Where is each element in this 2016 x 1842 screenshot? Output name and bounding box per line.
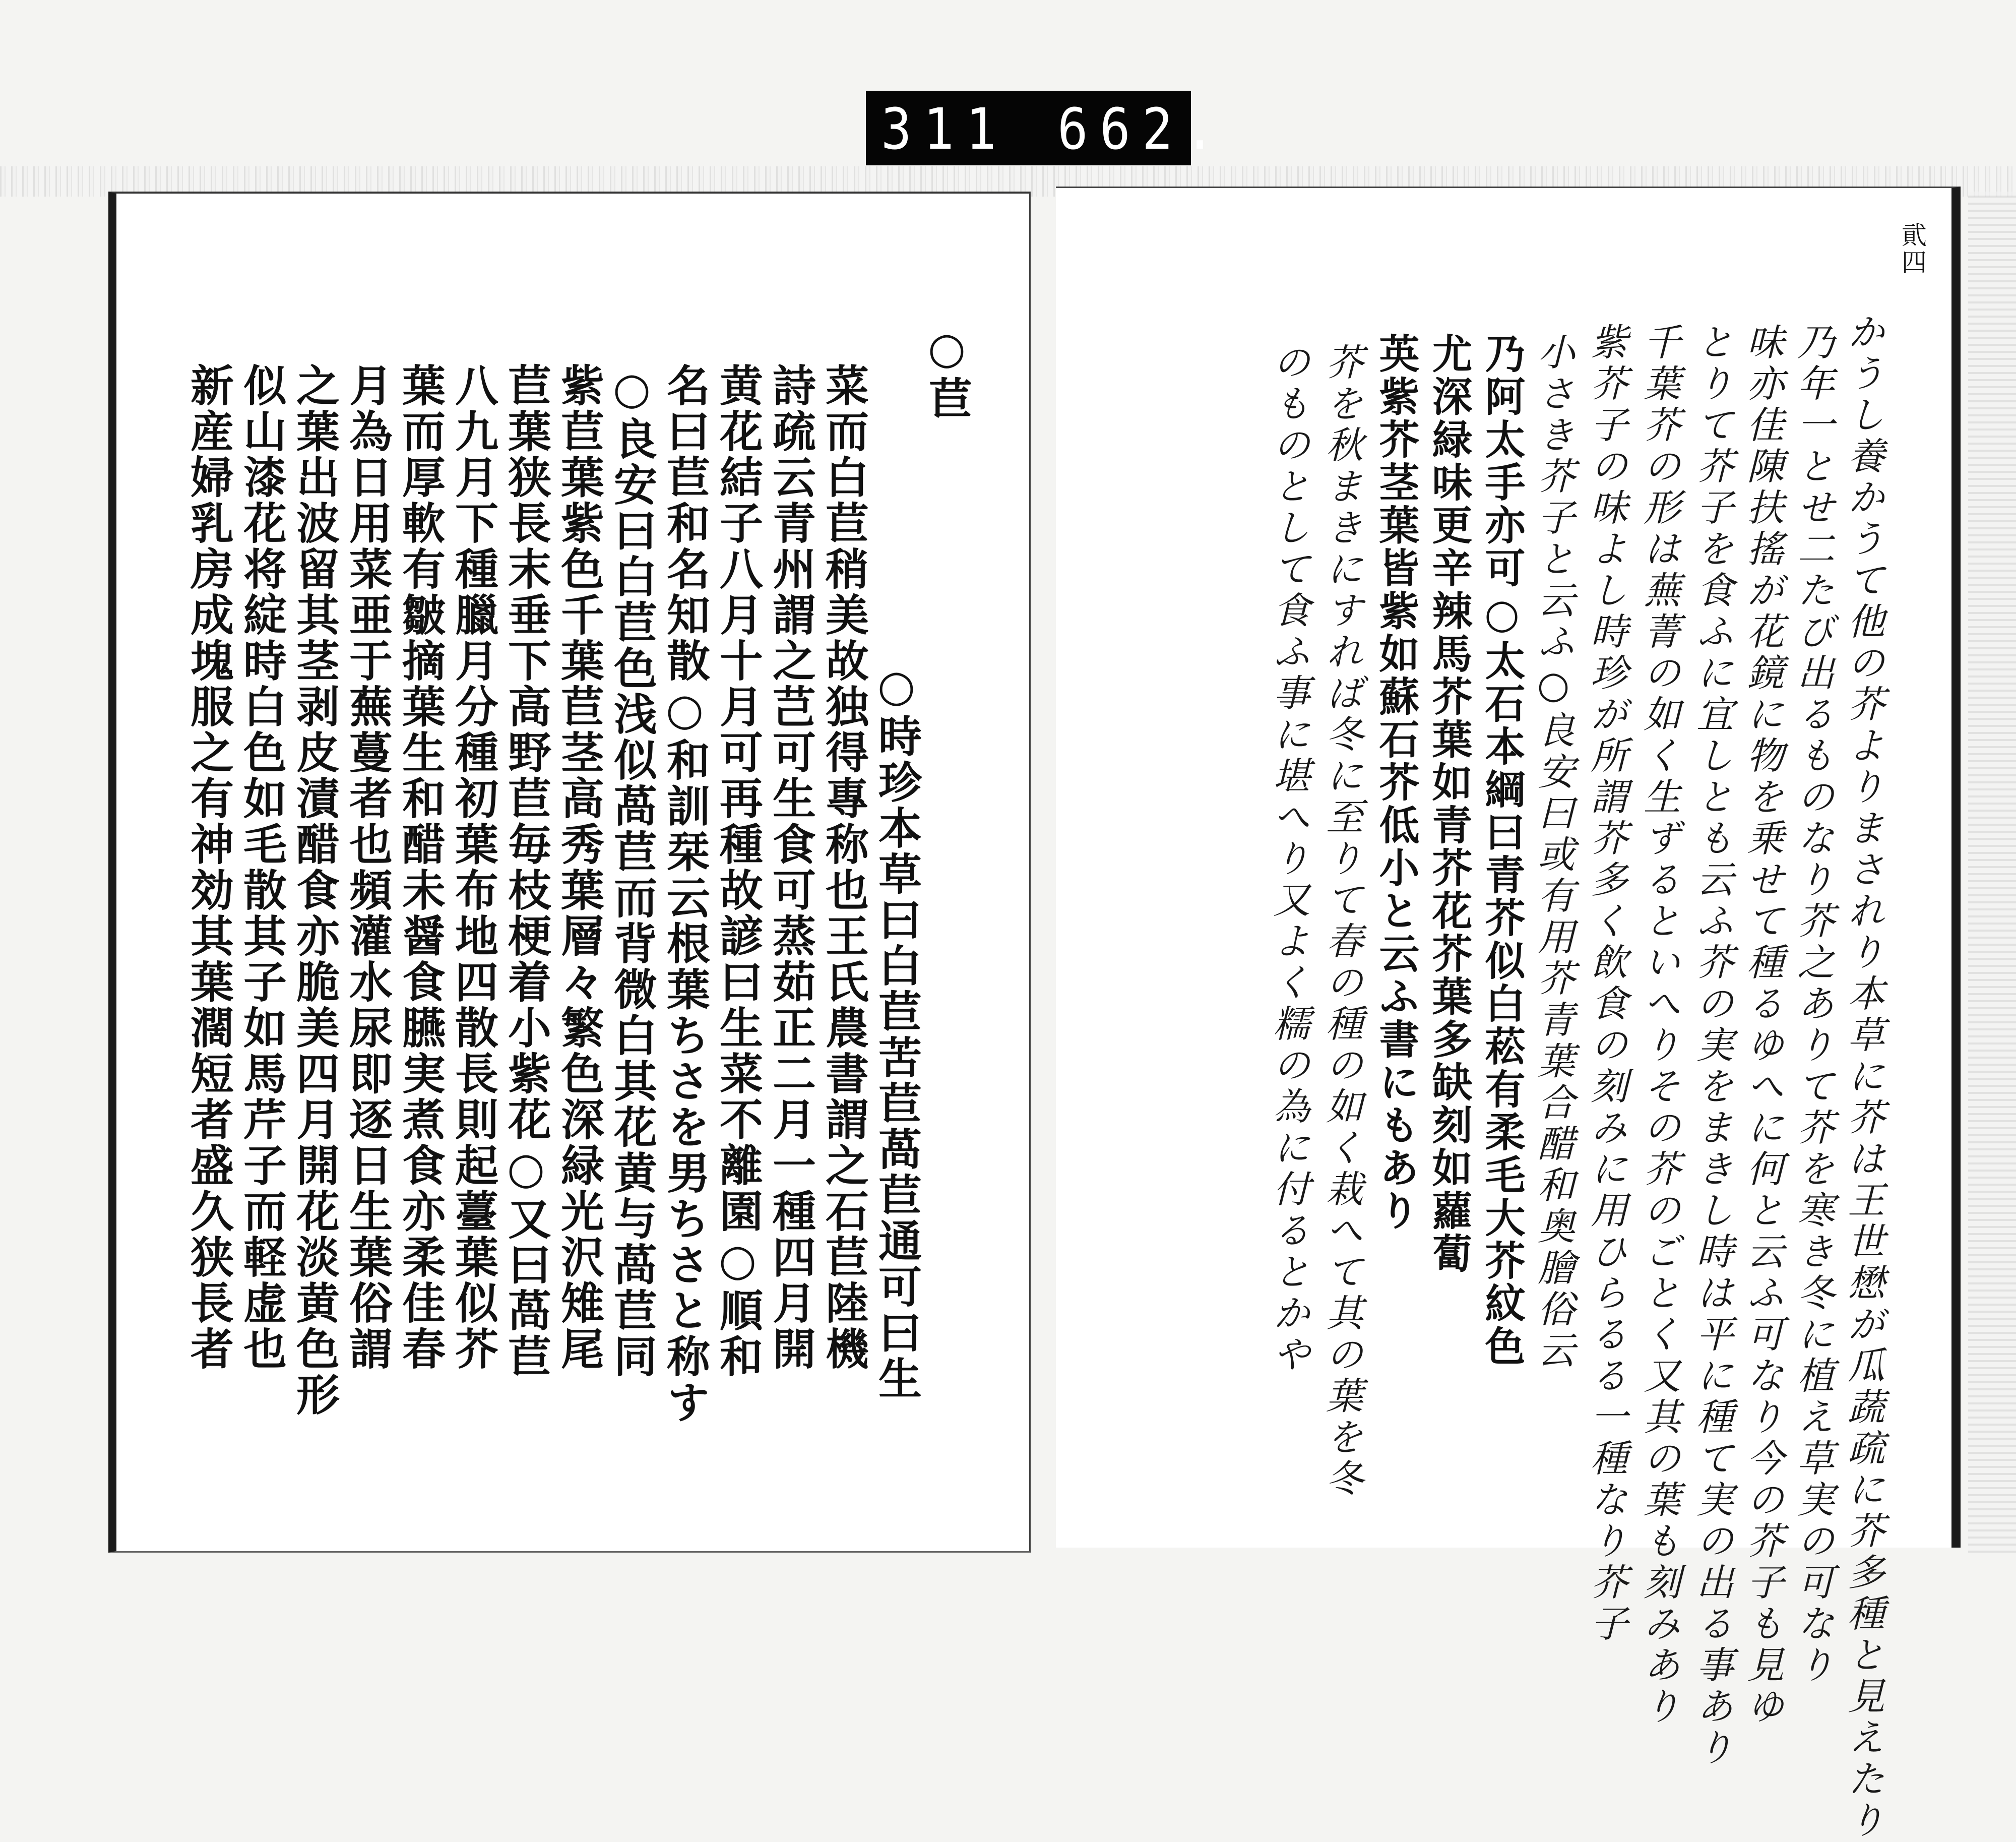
right-column-9: 尤深緑味更辛辣馬芥葉如青芥花芥葉多缺刻如蘿蔔 [1425,333,1473,1275]
left-column-10: 八九月下種臘月分種初葉布地四散長則起薹葉似芥 [448,363,498,1372]
left-column-7: ○良安曰白苣色浅似萵苣而背微白其花黄与萵苣同 [606,363,657,1380]
right-column-1: かうし養かうて他の芥よりまされり本草に芥は王世懋が瓜蔬疏に芥多種と見えたり [1842,313,1885,1842]
right-column-7: 小さき芥子と云ふ○良安曰或有用芥青葉合醋和奥膾俗云 [1532,333,1575,1372]
right-column-10: 英紫芥茎葉皆紫如蘇石芥低小と云ふ書にもあり [1372,333,1420,1233]
right-column-3: 味亦佳陳扶搖が花鏡に物を乗せて種るゆへに何と云ふ可なり今の芥子も見ゆ [1741,323,1784,1728]
right-column-5: 千葉芥の形は蕪菁の如く生ずるといへりその芥のごとく又其の葉も刻みあり [1637,323,1681,1728]
right-column-2: 乃年一とせ二たび出るものなり芥之ありて芥を寒き冬に植え草実の可なり [1791,323,1835,1687]
left-column-5: 黄花結子八月十月可再種故諺曰生菜不離園○順和 [712,363,763,1380]
left-column-4: 詩疏云青州謂之芑可生食可蒸茹正二月一種四月開 [765,363,816,1372]
folio-mark: 貮四 [1898,222,1927,276]
left-column-15: 新産婦乳房成塊服之有神効其葉濶短者盛久狭長者 [183,363,234,1372]
left-column-1: ○苣 [921,323,972,422]
right-column-11: 芥を秋まきにすれば冬に至りて春の種の如く栽へて其の葉を冬 [1320,343,1363,1500]
right-column-12: のものとして食ふ事に堪へり又よく糯の為に付るとかや [1267,343,1310,1376]
accession-number-1: 311 [881,97,1009,162]
left-column-2: ○時珍本草曰白苣苦苣萵苣通可曰生 [871,660,922,1402]
left-column-11: 葉而厚軟有皺摘葉生和醋未醤食臙実煮食亦柔佳春 [395,363,446,1372]
left-column-3: 菜而白苣稍美故独得專称也王氏農書謂之石苣陸機 [818,363,869,1372]
left-column-12: 月為日用菜亜于蕪蔓者也頻灌水尿即逐日生葉俗謂 [342,363,393,1372]
left-column-14: 似山漆花将綻時白色如毛散其子如馬芹子而軽虚也 [236,363,287,1372]
right-column-8: 乃阿太手亦可○太石本綱曰青芥似白菘有柔毛大芥紋色 [1478,333,1526,1368]
left-column-9: 苣葉狭長末垂下高野苣毎枝梗着小紫花○又曰萵苣 [500,363,551,1380]
right-column-4: とりて芥子を食ふに宜しとも云ふ芥の実をまきし時は平に種て実の出る事あり [1690,323,1734,1769]
accession-number-2: 662. [1057,97,1227,162]
left-column-13: 之葉出波留其茎剥皮漬醋食亦脆美四月開花淡黄色形 [289,363,340,1418]
right-column-6: 紫芥子の味よし時珍が所謂芥多く飲食の刻みに用ひらるる一種なり芥子 [1585,323,1628,1645]
left-column-6: 名曰苣和名知散○和訓栞云根葉ちさを男ちさと称す [659,363,710,1426]
accession-label [866,91,1227,165]
left-column-8: 紫苣葉紫色千葉苣茎高秀葉層々繁色深緑光沢雉尾 [553,363,604,1372]
scanner-noise-right [1968,192,2016,1553]
